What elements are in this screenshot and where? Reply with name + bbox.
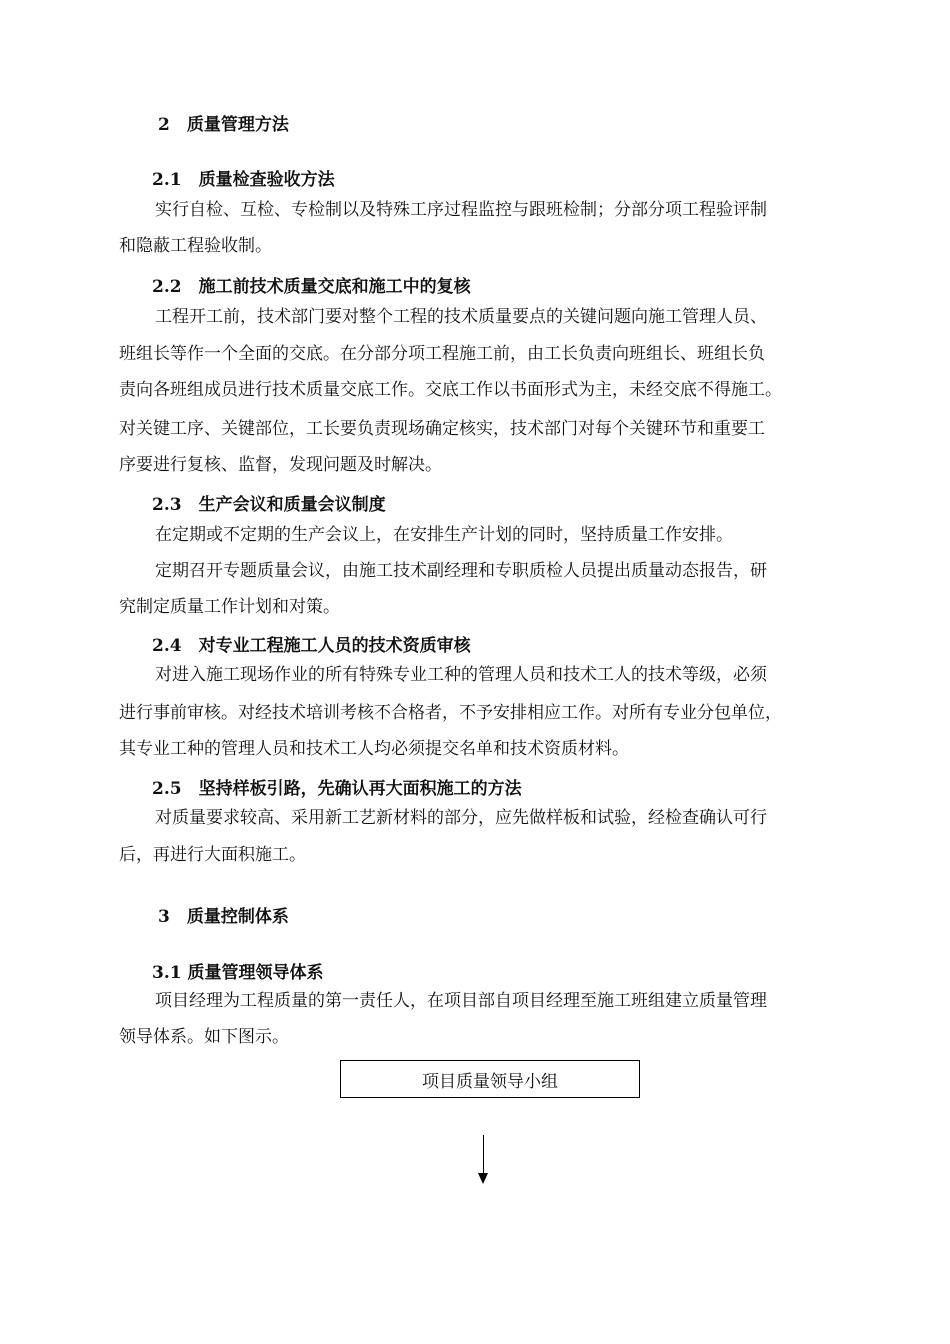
- paragraph-line: 对质量要求较高、采用新工艺新材料的部分，应先做样板和试验，经检查确认可行: [155, 808, 767, 828]
- paragraph-line: 实行自检、互检、专检制以及特殊工序过程监控与跟班检制；分部分项工程验评制: [155, 200, 767, 220]
- paragraph-line: 项目经理为工程质量的第一责任人，在项目部自项目经理至施工班组建立质量管理: [155, 991, 767, 1011]
- section-2-heading: 2 质量管理方法: [158, 115, 289, 135]
- org-chart-box-project-quality-leadership: [340, 1060, 640, 1098]
- paragraph-line: 究制定质量工作计划和对策。: [119, 597, 340, 617]
- paragraph-line: 后，再进行大面积施工。: [119, 845, 306, 865]
- paragraph-line: 和隐蔽工程验收制。: [119, 236, 272, 256]
- paragraph-line: 对进入施工现场作业的所有特殊专业工种的管理人员和技术工人的技术等级，必须: [155, 665, 767, 685]
- org-chart-box-label: 项目质量领导小组: [422, 1071, 558, 1092]
- paragraph-line: 其专业工种的管理人员和技术工人均必须提交名单和技术资质材料。: [119, 739, 629, 759]
- down-arrow-line: [483, 1135, 484, 1175]
- paragraph-line: 对关键工序、关键部位，工长要负责现场确定核实，技术部门对每个关键环节和重要工: [119, 419, 765, 439]
- section-3-heading: 3 质量控制体系: [158, 907, 289, 927]
- section-2-4-heading: 2.4 对专业工程施工人员的技术资质审核: [152, 636, 471, 656]
- section-2-3-heading: 2.3 生产会议和质量会议制度: [152, 495, 386, 515]
- section-2-2-heading: 2.2 施工前技术质量交底和施工中的复核: [152, 277, 471, 297]
- paragraph-line: 责向各班组成员进行技术质量交底工作。交底工作以书面形式为主，未经交底不得施工。: [119, 380, 782, 400]
- paragraph-line: 定期召开专题质量会议，由施工技术副经理和专职质检人员提出质量动态报告，研: [155, 561, 767, 581]
- section-2-1-heading: 2.1 质量检查验收方法: [152, 170, 335, 190]
- paragraph-line: 工程开工前，技术部门要对整个工程的技术质量要点的关键问题向施工管理人员、: [155, 307, 767, 327]
- paragraph-line: 序要进行复核、监督，发现问题及时解决。: [119, 455, 442, 475]
- paragraph-line: 进行事前审核。对经技术培训考核不合格者，不予安排相应工作。对所有专业分包单位，: [119, 703, 782, 723]
- section-3-1-heading: 3.1 质量管理领导体系: [152, 963, 324, 983]
- paragraph-line: 班组长等作一个全面的交底。在分部分项工程施工前，由工长负责向班组长、班组长负: [119, 344, 765, 364]
- section-2-5-heading: 2.5 坚持样板引路，先确认再大面积施工的方法: [152, 779, 522, 799]
- down-arrow-icon: [478, 1173, 488, 1184]
- paragraph-line: 领导体系。如下图示。: [119, 1027, 289, 1047]
- paragraph-line: 在定期或不定期的生产会议上，在安排生产计划的同时，坚持质量工作安排。: [155, 525, 733, 545]
